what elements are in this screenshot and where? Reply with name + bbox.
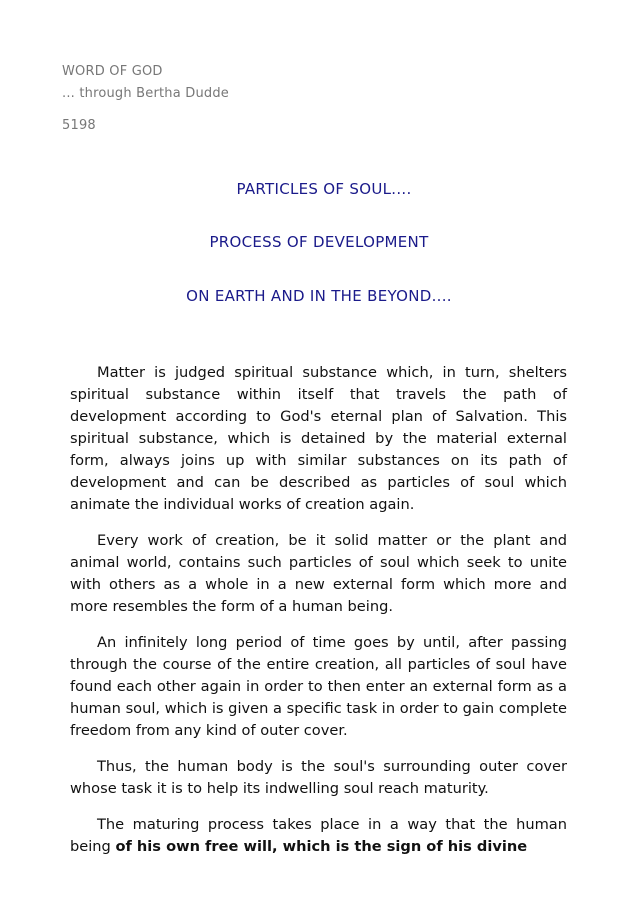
- message-number: 5198: [62, 118, 96, 133]
- source-label: WORD OF GOD: [62, 64, 163, 79]
- paragraph-1: Matter is judged spiritual substance which, in turn, shelters spiritual substance within itself that travels the path of development according to God's eternal plan of Salvation. This spiritual substance, which is detained by the material external form, always joins up with similar substances on its path of development and can be described as particles of soul which animate the individual works of creation again.: [70, 364, 567, 513]
- paragraph-5-text: The maturing process takes place in a way that the human being: [70, 816, 567, 855]
- paragraph-5: [70, 814, 567, 858]
- body-text: [70, 362, 567, 872]
- paragraph-5-bold: of his own free will, which is the sign of his divine: [115, 838, 528, 855]
- paragraph-4: Thus, the human body is the soul's surrounding outer cover whose task it is to help its indwelling soul reach maturity.: [70, 758, 567, 797]
- paragraph-2: Every work of creation, be it solid matter or the plant and animal world, contains such particles of soul which seek to unite with others as a whole in a new external form which more and more resembles the form of a human being.: [70, 532, 567, 615]
- paragraph-3: An infinitely long period of time goes by until, after passing through the course of the entire creation, all particles of soul have found each other again in order to then enter an external form as a human soul, which is given a specific task in order to gain complete freedom from any kind of outer cover.: [70, 634, 567, 739]
- title-line-1: PARTICLES OF SOUL....: [236, 180, 412, 198]
- title-line-2: PROCESS OF DEVELOPMENT: [209, 233, 429, 251]
- title-line-3: ON EARTH AND IN THE BEYOND....: [186, 287, 452, 305]
- author-line: ... through Bertha Dudde: [62, 86, 229, 101]
